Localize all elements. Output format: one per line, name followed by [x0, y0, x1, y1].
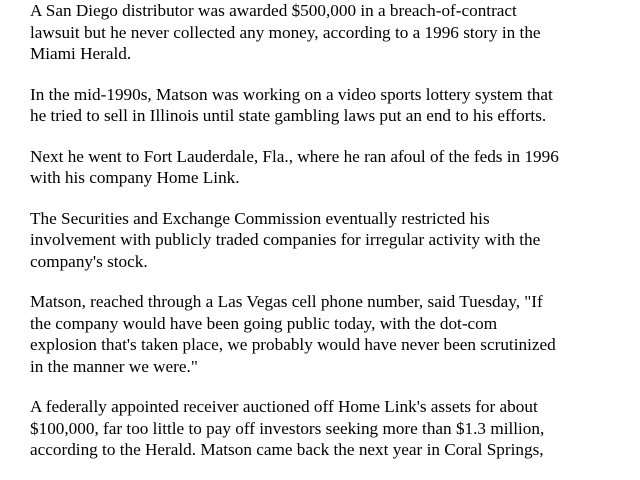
article-paragraph: A federally appointed receiver auctioned off Home Link's assets for about $100,000, far too little to pay off investors seeking more than $1.3 million, according to the Herald. Matson came back the next year in Coral Springs, [30, 397, 545, 459]
article-paragraph: A San Diego distributor was awarded $500,000 in a breach-of-contract lawsuit but he never collected any money, according to a 1996 story in the Miami Herald. [30, 1, 541, 63]
article-body [30, 0, 635, 480]
article-paragraph: Matson, reached through a Las Vegas cell phone number, said Tuesday, "If the company would have been going public today, with the dot-com explosion that's taken place, we probably would have never been scrutinized in the manner we were." [30, 292, 556, 376]
article-paragraph: Next he went to Fort Lauderdale, Fla., where he ran afoul of the feds in 1996 with his company Home Link. [30, 146, 559, 187]
article-paragraph: The Securities and Exchange Commission eventually restricted his involvement with publicly traded companies for irregular activity with the company's stock. [30, 208, 541, 271]
article-paragraph: In the mid-1990s, Matson was working on a video sports lottery system that he tried to sell in Illinois until state gambling laws put an end to his efforts. [30, 84, 553, 125]
